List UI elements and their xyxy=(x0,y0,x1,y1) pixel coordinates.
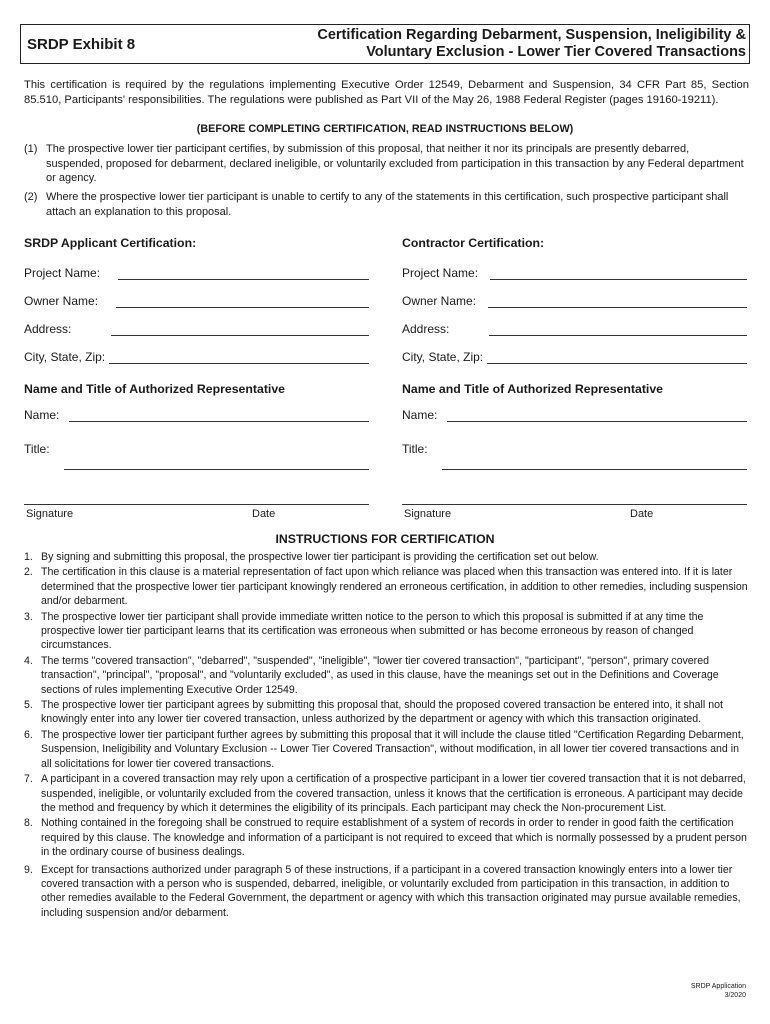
contractor-name-field[interactable] xyxy=(447,420,747,422)
contractor-title-row xyxy=(402,442,747,456)
contractor-title-field[interactable] xyxy=(442,468,747,470)
instruction-item xyxy=(24,698,749,727)
city-state-zip-label: City, State, Zip: xyxy=(24,350,106,364)
applicant-address-field[interactable] xyxy=(111,334,369,336)
instruction-number: 4. xyxy=(24,654,33,667)
signature-label: Signature xyxy=(404,508,452,520)
date-label: Date xyxy=(630,508,654,520)
contractor-city-field[interactable] xyxy=(487,362,747,364)
contractor-certification-section xyxy=(402,236,752,520)
applicant-certification-section xyxy=(24,236,374,520)
instruction-number: 7. xyxy=(24,773,33,786)
applicant-title-row xyxy=(24,442,369,456)
instruction-text: The certification in this clause is a material representation of fact upon which reliance was placed when this transaction was entered into. If it is later determined that the prospective lower tier participant knowingly rendered an erroneous certification, in addition to other remedies, including suspension and/or debarment. xyxy=(41,566,748,608)
instruction-text: By signing and submitting this proposal, the prospective lower tier participant is providing the certification set out below. xyxy=(41,551,599,563)
header-box xyxy=(20,24,750,64)
address-label: Address: xyxy=(24,322,72,336)
instruction-item xyxy=(24,863,749,921)
instruction-number: 3. xyxy=(24,610,33,623)
applicant-owner-row xyxy=(24,294,369,308)
instruction-number: 6. xyxy=(24,728,33,741)
city-state-zip-label: City, State, Zip: xyxy=(402,350,484,364)
contractor-address-row xyxy=(402,322,747,336)
instruction-text: Nothing contained in the foregoing shall be construed to require establishment of a system of records in order to render in good faith the certification required by this clause. The knowledge and information of a participant is not required to exceed that which is normally possessed by a prudent person in the ordinary course of business dealings. xyxy=(41,817,747,859)
date-label: Date xyxy=(252,508,276,520)
address-label: Address: xyxy=(402,322,450,336)
paragraph-number: (1) xyxy=(24,143,38,155)
instruction-item xyxy=(24,728,749,771)
instruction-item xyxy=(24,565,749,608)
instruction-item xyxy=(24,772,749,815)
footer-form-name: SRDP Application xyxy=(690,983,746,990)
contractor-owner-field[interactable] xyxy=(488,306,747,308)
applicant-address-row xyxy=(24,322,369,336)
instructions-list xyxy=(24,550,749,921)
paragraph-2 xyxy=(24,190,749,219)
contractor-address-field[interactable] xyxy=(489,334,747,336)
before-completing-heading: (BEFORE COMPLETING CERTIFICATION, READ INSTRUCTIONS BELOW) xyxy=(196,123,574,135)
applicant-name-row xyxy=(24,408,369,422)
paragraph-number: (2) xyxy=(24,191,38,203)
instruction-text: The prospective lower tier participant shall provide immediate written notice to the person to which this proposal is submitted if at any time the prospective lower tier participant learns that its certification was erroneous when submitted or has become erroneous by reason of changed circumstances. xyxy=(41,610,704,652)
instruction-item xyxy=(24,550,749,564)
paragraph-text: The prospective lower tier participant certifies, by submission of this proposal, that neither it nor its principals are presently debarred, suspended, proposed for debarment, declared ineligible, or voluntarily excluded from participation in this transaction by any Federal department or agency. xyxy=(46,143,744,184)
project-name-label: Project Name: xyxy=(402,266,479,280)
applicant-heading: SRDP Applicant Certification: xyxy=(24,236,197,250)
instruction-number: 5. xyxy=(24,699,33,712)
paragraph-1 xyxy=(24,142,749,186)
instruction-number: 2. xyxy=(24,566,33,579)
footer xyxy=(691,982,746,1000)
exhibit-label: SRDP Exhibit 8 xyxy=(27,35,136,53)
instruction-text: The terms "covered transaction", "debarred", "suspended", "ineligible", "lower tier covered transaction", "participant", "person", primary covered transaction", "principal", "proposal", and "voluntarily excluded", as used in this clause, have the meanings set out in the Definitions and Coverage sections of rules implementing Executive Order 12549. xyxy=(41,654,719,696)
name-label: Name: xyxy=(24,408,60,422)
signature-label: Signature xyxy=(26,508,74,520)
title-line-1: Certification Regarding Debarment, Suspension, Ineligibility & xyxy=(317,27,746,43)
instruction-item xyxy=(24,816,749,859)
name-label: Name: xyxy=(402,408,438,422)
instruction-text: A participant in a covered transaction may rely upon a certification of a prospective participant in a lower tier covered transaction that it is not debarred, suspended, ineligible, or voluntarily excluded from the covered transaction, unless it knows that the certification is erroneous. A participant may decide the method and frequency by which it determines the eligibility of its principals. Each participant may check the Non-procurement List. xyxy=(41,773,746,814)
instruction-number: 8. xyxy=(24,817,33,830)
paragraph-text: Where the prospective lower tier participant is unable to certify to any of the statements in this certification, such prospective participant shall attach an explanation to this proposal. xyxy=(46,191,729,218)
title-label: Title: xyxy=(402,442,428,456)
instruction-text: Except for transactions authorized under paragraph 5 of these instructions, if a participant in a covered transaction knowingly enters into a lower tier covered transaction with a person who is suspended, debarred, ineligible, or voluntarily excluded from participation in this transaction, in addition to other remedies available to the Federal Government, the department or agency with which this transaction originated may pursue available remedies, including suspension and/or debarment. xyxy=(41,863,741,919)
contractor-project-field[interactable] xyxy=(490,278,747,280)
project-name-label: Project Name: xyxy=(24,266,101,280)
instructions-heading: INSTRUCTIONS FOR CERTIFICATION xyxy=(275,532,495,546)
applicant-owner-field[interactable] xyxy=(116,306,369,308)
contractor-name-row xyxy=(402,408,747,422)
title-line-2: Voluntary Exclusion - Lower Tier Covered Transactions xyxy=(366,44,746,60)
contractor-owner-row xyxy=(402,294,747,308)
contractor-city-row xyxy=(402,350,747,364)
instruction-item xyxy=(24,654,749,697)
owner-name-label: Owner Name: xyxy=(402,294,477,308)
instruction-number: 9. xyxy=(24,863,33,876)
title-label: Title: xyxy=(24,442,50,456)
contractor-rep-heading: Name and Title of Authorized Representative xyxy=(402,382,664,396)
instruction-text: The prospective lower tier participant agrees by submitting this proposal that, should the proposed covered transaction be entered into, it shall not knowingly enter into any lower tier covered transaction, unless authorized by the department or agency with which this transaction originated. xyxy=(41,699,723,726)
intro-paragraph: This certification is required by the regulations implementing Executive Order 12549, Debarment and Suspension, 34 CFR Part 85, Section 85.510, Participants' responsibilities. The regulations were published as Part VII of the May 26, 1988 Federal Register (pages 19160-19211). xyxy=(24,79,749,106)
applicant-city-field[interactable] xyxy=(109,362,369,364)
footer-date: 3/2020 xyxy=(724,992,746,999)
applicant-city-row xyxy=(24,350,369,364)
applicant-signature-line[interactable] xyxy=(24,504,369,505)
instruction-item xyxy=(24,610,749,653)
instruction-number: 1. xyxy=(24,551,33,563)
owner-name-label: Owner Name: xyxy=(24,294,99,308)
applicant-project-row xyxy=(24,266,369,280)
contractor-heading: Contractor Certification: xyxy=(402,236,545,250)
applicant-name-field[interactable] xyxy=(69,420,369,422)
applicant-rep-heading: Name and Title of Authorized Representative xyxy=(24,382,286,396)
applicant-title-field[interactable] xyxy=(64,468,369,470)
document-title xyxy=(287,27,749,61)
applicant-project-field[interactable] xyxy=(118,278,369,280)
contractor-signature-line[interactable] xyxy=(402,504,747,505)
contractor-project-row xyxy=(402,266,747,280)
instruction-text: The prospective lower tier participant further agrees by submitting this proposal that it will include the clause titled "Certification Regarding Debarment, Suspension, Ineligibility and Voluntary Exclusion -- Lower Tier Covered Transaction", without modification, in all lower tier covered transactions and in all solicitations for lower tier covered transactions. xyxy=(41,728,744,770)
